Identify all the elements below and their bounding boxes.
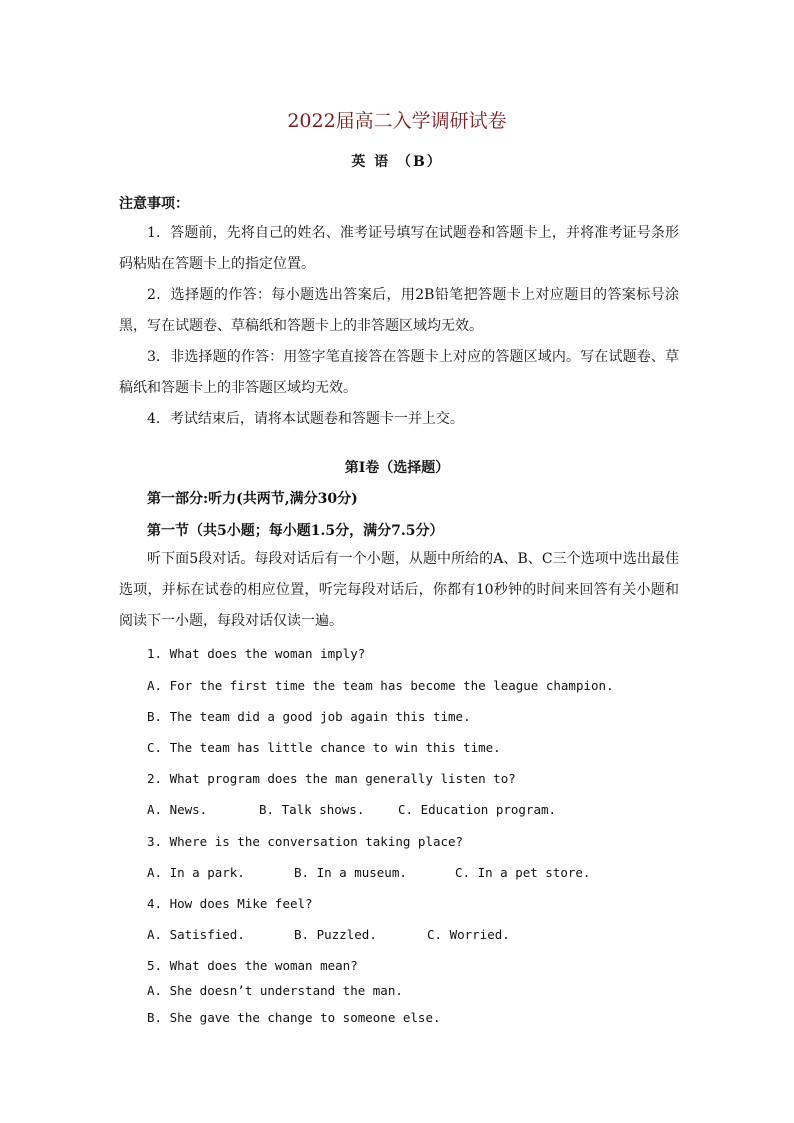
section-title: 第Ⅰ卷（选择题）	[344, 460, 450, 476]
question-1-stem: 1. What does the woman imply?	[147, 646, 366, 661]
notice-item-2	[119, 280, 679, 342]
question-4-stem: 4. How does Mike feel?	[147, 896, 313, 911]
question-2-option-a: A. News.	[147, 802, 208, 817]
question-2-option-b: B. Talk shows.	[259, 802, 365, 817]
part-heading: 第一部分:听力(共两节,满分30分)	[147, 491, 358, 507]
question-5-option-b: B. She gave the change to someone else.	[147, 1010, 441, 1025]
question-5-option-a: A. She doesn’t understand the man.	[147, 983, 403, 998]
question-3-option-b: B. In a museum.	[294, 865, 407, 880]
notice-item-4-text: 4．考试结束后，请将本试题卷和答题卡一并上交。	[147, 411, 464, 427]
question-3-stem: 3. Where is the conversation taking place?	[147, 834, 464, 849]
listening-instructions	[119, 544, 679, 637]
page-title: 2022届高二入学调研试卷	[287, 110, 507, 132]
question-1-option-a: A. For the first time the team has become the league champion.	[147, 678, 614, 693]
question-5-stem: 5. What does the woman mean?	[147, 958, 358, 973]
question-4-option-c: C. Worried.	[427, 927, 510, 942]
question-1-option-b: B. The team did a good job again this time.	[147, 709, 471, 724]
question-4-option-a: A. Satisfied.	[147, 927, 245, 942]
subpart-heading: 第一节（共5小题；每小题1.5分，满分7.5分）	[147, 523, 444, 539]
subject-subtitle: 英 语 （B）	[351, 154, 443, 170]
question-2-stem: 2. What program does the man generally listen to?	[147, 771, 516, 786]
question-1-option-c: C. The team has little chance to win this time.	[147, 740, 501, 755]
listening-instructions-text: 听下面5段对话。每段对话后有一个小题，从题中所给的A、B、C三个选项中选出最佳选项，并标在试卷的相应位置，听完每段对话后，你都有10秒钟的时间来回答有关小题和阅读下一小题，每段对话仅读一遍。	[119, 551, 679, 629]
notice-item-1	[119, 218, 679, 280]
notice-item-1-text: 1．答题前，先将自己的姓名、准考证号填写在试题卷和答题卡上，并将准考证号条形码粘贴在答题卡上的指定位置。	[119, 225, 679, 272]
notice-item-2-text: 2．选择题的作答：每小题选出答案后，用2B铅笔把答题卡上对应题目的答案标号涂黑，写在试题卷、草稿纸和答题卡上的非答题区域均无效。	[119, 287, 679, 334]
question-3-option-c: C. In a pet store.	[455, 865, 591, 880]
notice-heading: 注意事项：	[119, 196, 189, 212]
question-2-option-c: C. Education program.	[398, 802, 557, 817]
notice-item-4	[119, 404, 679, 435]
question-3-option-a: A. In a park.	[147, 865, 245, 880]
notice-item-3-text: 3．非选择题的作答：用签字笔直接答在答题卡上对应的答题区域内。写在试题卷、草稿纸和答题卡上的非答题区域均无效。	[119, 349, 679, 396]
question-4-option-b: B. Puzzled.	[294, 927, 377, 942]
notice-item-3	[119, 342, 679, 404]
